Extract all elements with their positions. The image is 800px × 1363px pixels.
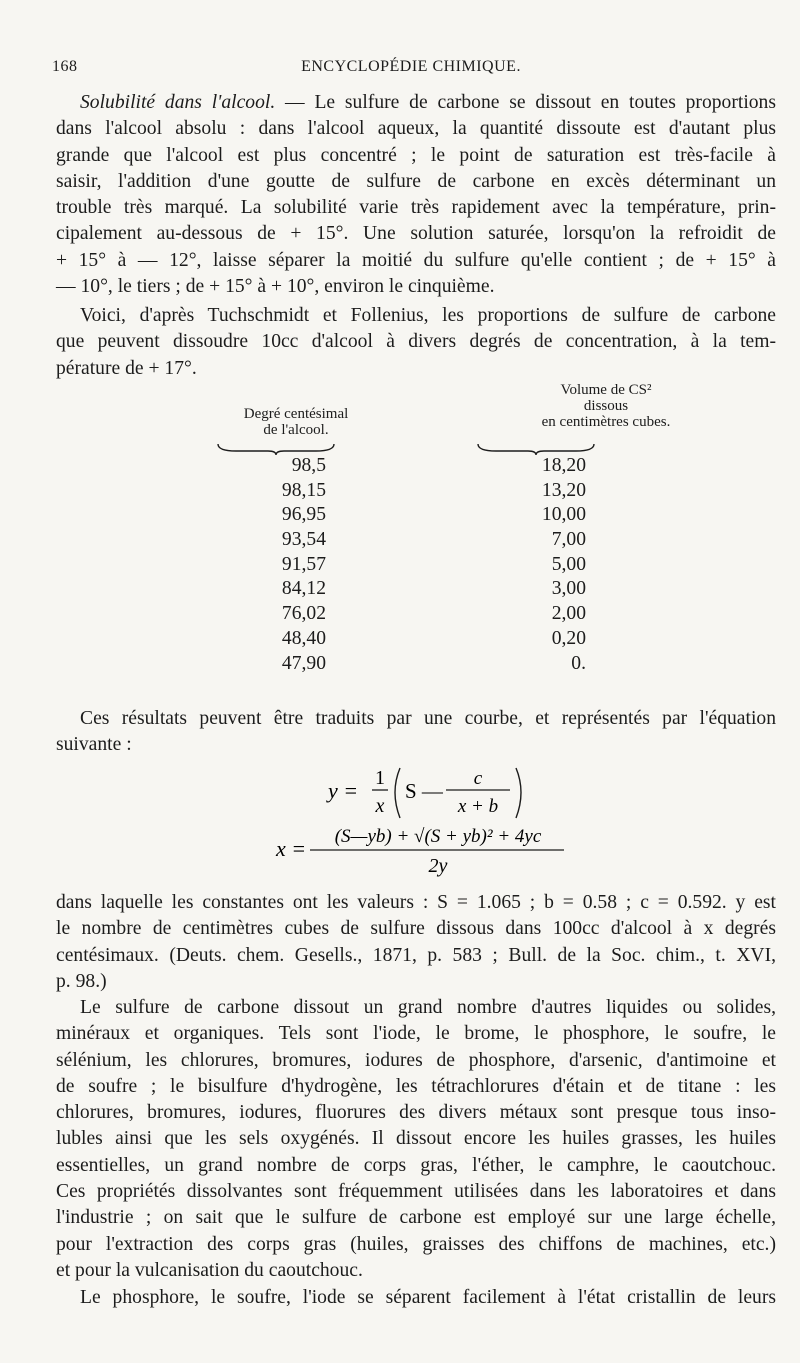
section-lead: Solubilité dans l'alcool. xyxy=(80,92,276,113)
paragraph-line: grande que l'alcool est plus concentré ; le point de saturation est très-facile à xyxy=(56,144,776,166)
degree-column xyxy=(226,454,326,676)
svg-text:x =: x = xyxy=(276,836,307,861)
page-number: 168 xyxy=(52,58,78,75)
paragraph-line: pérature de + 17°. xyxy=(56,357,197,379)
table-cell: 0. xyxy=(571,652,586,674)
table-cell: 98,5 xyxy=(291,455,326,476)
paragraph-line: Solubilité dans l'alcool. — Le sulfure de carbone se dissout en toutes proportions xyxy=(80,92,776,113)
equation-x xyxy=(270,822,590,882)
svg-text:2y: 2y xyxy=(428,855,448,877)
table-cell: 13,20 xyxy=(541,479,586,501)
table-cell: 0,20 xyxy=(551,627,586,649)
paragraph-line: le nombre de centimètres cubes de sulfure dissous dans 100cc d'alcool à x degrés xyxy=(56,918,776,940)
table-cell: 84,12 xyxy=(281,578,326,600)
table-cell: 91,57 xyxy=(281,553,326,575)
paragraph-line: centésimaux. (Deuts. chem. Gesells., 1871, p. 583 ; Bull. de la Soc. chim., t. XVI, xyxy=(56,944,776,966)
paragraph-solvent-properties xyxy=(56,995,776,1284)
svg-text:y =: y = xyxy=(328,778,359,803)
paragraph-line: pour l'extraction des corps gras (huiles, graisses des chiffons de machines, etc.) xyxy=(56,1233,776,1255)
paragraph-line: — 10°, le tiers ; de + 15° à + 10°, environ le cinquième. xyxy=(56,276,495,298)
running-title: ENCYCLOPÉDIE CHIMIQUE. xyxy=(301,58,521,75)
paragraph-line: dans laquelle les constantes ont les valeurs : S = 1.065 ; b = 0.58 ; c = 0.592. y est xyxy=(56,892,776,913)
svg-text:1: 1 xyxy=(375,767,385,789)
paragraph-line: Le sulfure de carbone dissout un grand nombre d'autres liquides ou solides, xyxy=(80,997,776,1018)
paragraph-line: de soufre ; le bisulfure d'hydrogène, les tétrachlorures d'étain et de titane : les xyxy=(56,1075,776,1097)
equation-y xyxy=(320,762,540,824)
paragraph-solubility xyxy=(56,90,776,300)
paragraph-intro-table xyxy=(56,303,776,382)
paragraph-line: lubles ainsi que les sels oxygénés. Il dissout encore les huiles grasses, les huiles xyxy=(56,1128,776,1150)
paragraph-line: et pour la vulcanisation du caoutchouc. xyxy=(56,1259,363,1281)
paragraph-line: dans l'alcool absolu : dans l'alcool aqueux, la quantité dissoute est d'autant plus xyxy=(56,118,776,140)
table-cell: 7,00 xyxy=(551,529,586,551)
solubility-table xyxy=(56,382,776,692)
svg-text:x: x xyxy=(375,795,385,817)
paragraph-line: chlorures, bromures, iodures, fluorures des divers métaux sont presque tous inso- xyxy=(56,1102,776,1124)
table-cell: 18,20 xyxy=(541,455,586,476)
paragraph-constants xyxy=(56,890,776,995)
table-cell: 47,90 xyxy=(281,652,326,674)
paragraph-line: cipalement au-dessous de + 15°. Une solution saturée, lorsqu'on la refroidit de xyxy=(56,223,776,245)
table-cell: 96,95 xyxy=(281,504,326,526)
paragraph-crystallization xyxy=(56,1285,776,1311)
table-cell: 5,00 xyxy=(551,553,586,575)
table-cell: 2,00 xyxy=(551,603,586,625)
table-cell: 48,40 xyxy=(281,627,326,649)
column-header-volume: Volume de CS² dissous en centimètres cubes. xyxy=(541,382,671,430)
svg-text:x + b: x + b xyxy=(457,796,499,817)
table-cell: 93,54 xyxy=(281,529,326,551)
paragraph-line: Le phosphore, le soufre, l'iode se séparent facilement à l'état cristallin de leurs xyxy=(80,1287,776,1308)
table-cell: 3,00 xyxy=(551,578,586,600)
column-header-degree: Degré centésimal de l'alcool. xyxy=(243,406,349,438)
paragraph-line: suivante : xyxy=(56,734,132,756)
paragraph-line: Voici, d'après Tuchschmidt et Follenius, les proportions de sulfure de carbone xyxy=(80,305,776,326)
paragraph-line: Ces propriétés dissolvantes sont fréquemment utilisées dans les laboratoires et dans xyxy=(56,1181,776,1203)
paragraph-line: essentielles, un grand nombre de corps gras, l'éther, le camphre, le caoutchouc. xyxy=(56,1154,776,1176)
paragraph-line: l'industrie ; on sait que le sulfure de carbone est employé sur une large échelle, xyxy=(56,1207,776,1229)
paragraph-line: minéraux et organiques. Tels sont l'iode, le brome, le phosphore, le soufre, le xyxy=(56,1023,776,1045)
paragraph-line: + 15° à — 12°, laisse séparer la moitié du sulfure qu'elle contient ; de + 15° à xyxy=(56,249,776,271)
paragraph-line: saisir, l'addition d'une goutte de sulfure de carbone en excès déterminant un xyxy=(56,170,776,192)
table-cell: 76,02 xyxy=(281,603,326,625)
paragraph-line: p. 98.) xyxy=(56,970,107,992)
svg-text:S —: S — xyxy=(405,779,443,803)
paragraph-line: Ces résultats peuvent être traduits par une courbe, et représentés par l'équation xyxy=(80,708,776,729)
paragraph-line: que peuvent dissoudre 10cc d'alcool à divers degrés de concentration, à la tem- xyxy=(56,331,776,353)
table-cell: 98,15 xyxy=(281,479,326,501)
paragraph-curve xyxy=(56,706,776,759)
volume-column xyxy=(486,454,586,676)
paragraph-line: trouble très marqué. La solubilité varie très rapidement avec la température, prin- xyxy=(56,197,776,219)
table-cell: 10,00 xyxy=(541,504,586,526)
page-header xyxy=(52,58,770,80)
paragraph-line: sélénium, les chlorures, bromures, iodures de phosphore, d'arsenic, d'antimoine et xyxy=(56,1049,776,1071)
svg-text:(S—yb) + √(S + yb)² + 4yc: (S—yb) + √(S + yb)² + 4yc xyxy=(334,826,542,847)
svg-text:c: c xyxy=(473,768,483,789)
